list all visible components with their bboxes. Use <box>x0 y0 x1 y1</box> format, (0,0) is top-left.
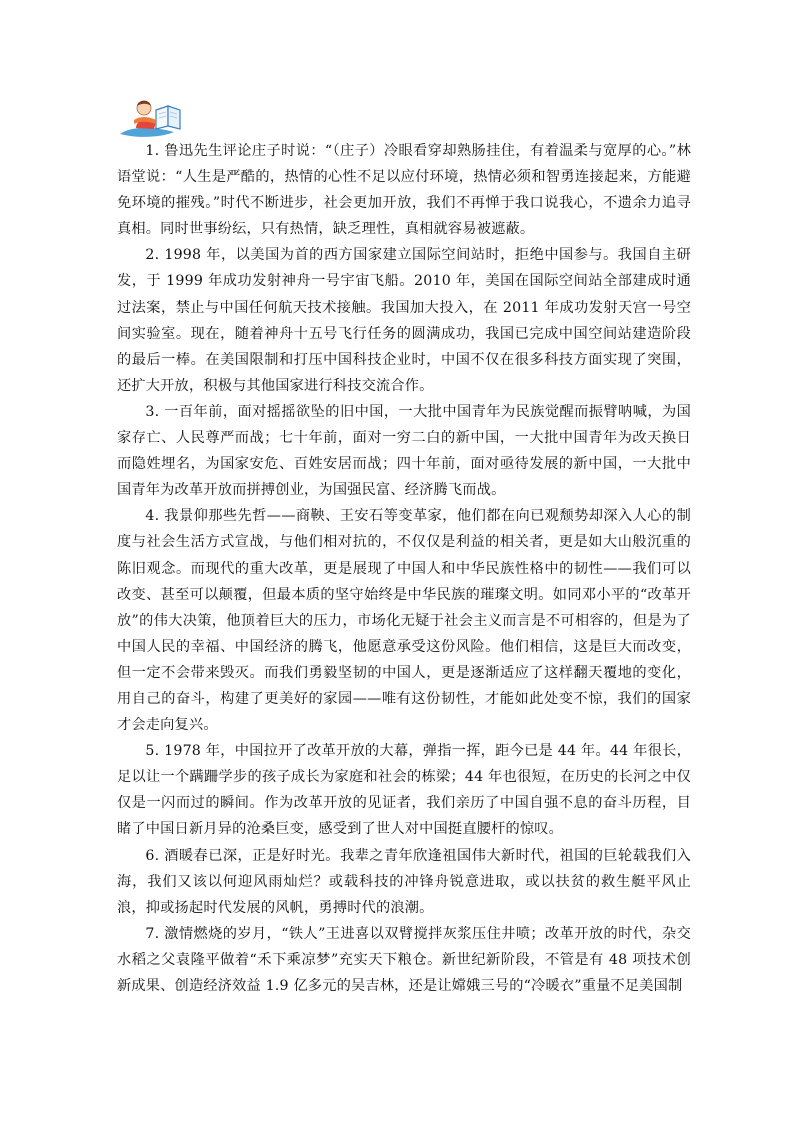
article-body <box>117 138 691 999</box>
paragraph-5: 5. 1978 年，中国拉开了改革开放的大幕，弹指一挥，距今已是 44 年。44 年很长，足以让一个蹒跚学步的孩子成长为家庭和社会的栋梁；44 年也很短，在历史的长河之中仅仅是一闪而过的瞬间。作为改革开放的见证者，我们亲历了中国自强不息的奋斗历程，目睹了中国日新月异的沧桑巨变，感受到了世人对中国挺直腰杆的惊叹。 <box>117 743 691 838</box>
paragraph-6: 6. 酒暖春已深，正是好时光。我辈之青年欣逢祖国伟大新时代，祖国的巨轮载我们入海，我们又该以何迎风雨灿烂？或载科技的冲锋舟锐意进取，或以扶贫的救生艇平风止浪，抑或扬起时代发展的风帆，勇搏时代的浪潮。 <box>117 847 691 916</box>
paragraph-7: 7. 激情燃烧的岁月，“铁人”王进喜以双臂搅拌灰浆压住井喷；改革开放的时代，杂交水稻之父袁隆平做着“禾下乘凉梦”充实天下粮仓。新世纪新阶段，不管是有 48 项技术创新成果、创造经济效益 1.9 亿多元的吴吉林，还是让嫦娥三号的“冷暖衣”重量不足美国制 <box>117 925 691 994</box>
student-reading-book-icon <box>118 96 188 140</box>
paragraph-4: 4. 我景仰那些先哲——商鞅、王安石等变革家，他们都在向已观颓势却深入人心的制度与社会生活方式宣战，与他们相对抗的，不仅仅是利益的相关者，更是如大山般沉重的陈旧观念。而现代的重大改革，更是展现了中国人和中华民族性格中的韧性——我们可以改变、甚至可以颠覆，但最本质的坚守始终是中华民族的璀璨文明。如同邓小平的“改革开放”的伟大决策，他顶着巨大的压力，市场化无疑于社会主义而言是不可相容的，但是为了中国人民的幸福、中国经济的腾飞，他愿意承受这份风险。他们相信，这是巨大而改变，但一定不会带来毁灭。而我们勇毅坚韧的中国人，更是逐渐适应了这样翻天覆地的变化，用自己的奋斗，构建了更美好的家园——唯有这份韧性，才能如此处变不惊，我们的国家才会走向复兴。 <box>117 508 691 734</box>
paragraph-3: 3. 一百年前，面对摇摇欲坠的旧中国，一大批中国青年为民族觉醒而振臂呐喊，为国家存亡、人民尊严而战；七十年前，面对一穷二白的新中国，一大批中国青年为改天换日而隐姓埋名，为国家安危、百姓安居而战；四十年前，面对亟待发展的新中国，一大批中国青年为改革开放而拼搏创业，为国强民富、经济腾飞而战。 <box>117 403 691 499</box>
paragraph-2: 2. 1998 年，以美国为首的西方国家建立国际空间站时，拒绝中国参与。我国自主研发，于 1999 年成功发射神舟一号宇宙飞船。2010 年，美国在国际空间站全部建成时通过法案，禁止与中国任何航天技术接触。我国加大投入，在 2011 年成功发射天宫一号空间实验室。现在，随着神舟十五号飞行任务的圆满成功，我国已完成中国空间站建造阶段的最后一棒。在美国限制和打压中国科技企业时，中国不仅在很多科技方面实现了突围，还扩大开放，积极与其他国家进行科技交流合作。 <box>117 247 691 394</box>
paragraph-1: 1. 鲁迅先生评论庄子时说：“（庄子）冷眼看穿却熟肠挂住，有着温柔与宽厚的心。”林语堂说：“人生是严酷的，热情的心性不足以应付环境，热情必须和智勇连接起来，方能避免环境的摧残。”时代不断进步，社会更加开放，我们不再惮于我口说我心，不遗余力追寻真相。同时世事纷纭，只有热情，缺乏理性，真相就容易被遮蔽。 <box>117 143 691 238</box>
